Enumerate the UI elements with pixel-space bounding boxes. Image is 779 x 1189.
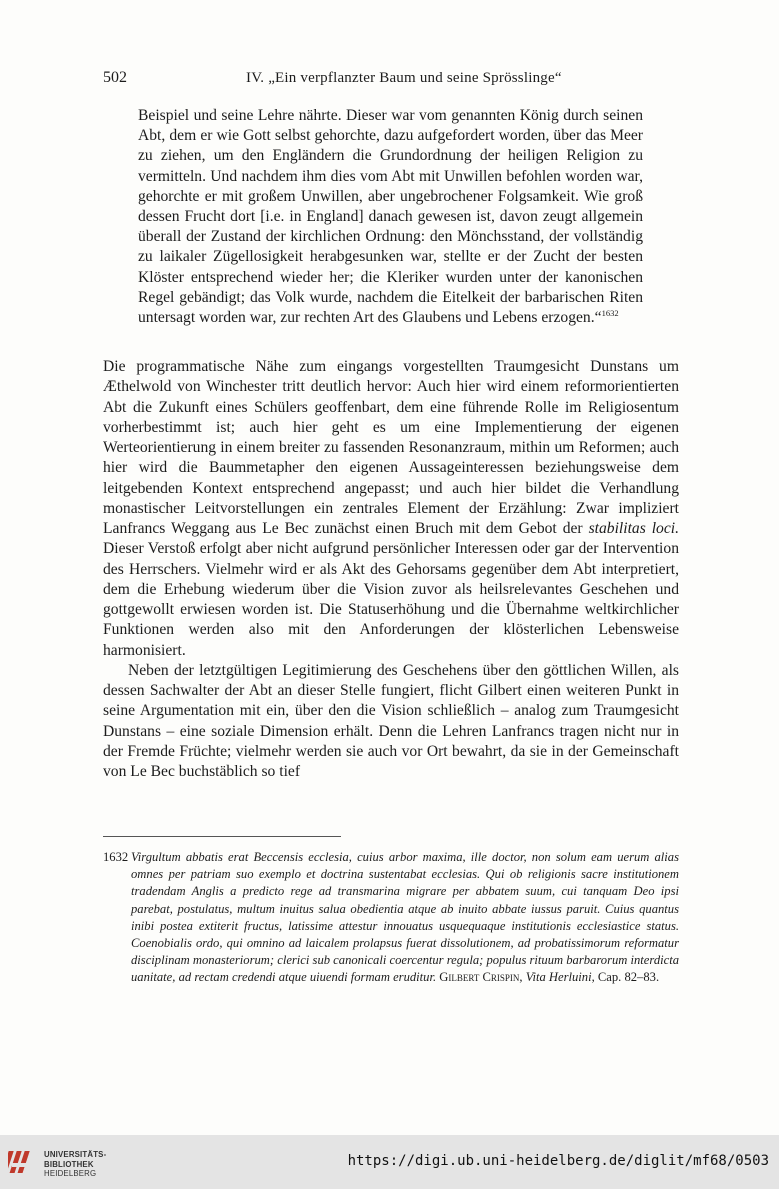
block-quote bbox=[138, 106, 643, 328]
library-name-line: UNIVERSITÄTS- bbox=[44, 1150, 107, 1159]
footnote-work: Vita Herluini bbox=[525, 970, 592, 985]
library-name[interactable] bbox=[44, 1150, 106, 1179]
paragraph-text: Die programmatische Nähe zum eingangs vorgestellten Traumgesicht Dunstans um Æthelwold von Winchester tritt deutlich hervor: Auch hier wird einem reformorientierten Abt die Zukunft eines Schülers geoffenbart, dem eine führende Rolle im Religiosentum vorherbestimmt ist; auch hier geht es um eine Implementierung der eigenen Werteorientierung in einem breiter zu fassenden Resonanzraum, mithin um Reformen; auch hier wird die Baummetapher den eigenen Aussageinteressen beziehungsweise dem leitgebenden Kontext entsprechend angepasst; und auch hier bildet die Verhandlung monastischer Leitvorstellungen ein zentrales Element der Erzählung: Zwar impliziert Lanfrancs Weggang aus Le Bec zunächst einen Bruch mit dem Gebot der bbox=[103, 358, 679, 537]
running-head: IV. „Ein verpflanzter Baum und seine Sprösslinge“ bbox=[246, 70, 562, 86]
footnote-rule bbox=[103, 836, 341, 837]
main-text bbox=[103, 357, 679, 782]
paragraph-text: Dieser Verstoß erfolgt aber nicht aufgrund persönlicher Interessen oder gar der Intervention des Herrschers. Vielmehr wird er als Akt des Gehorsams gegenüber dem Abt interpretiert, dem die Erhebung wiederum über die Vision zuvor als heilsrelevantes Geschehen und gottgewollt erwiesen worden ist. Die Statuserhöhung und die Übernahme weltkirchlicher Funktionen werden also mit den Anforderungen der klösterlichen Lebensweise harmonisiert. bbox=[103, 540, 679, 659]
page-number: 502 bbox=[103, 69, 127, 86]
footnote-reference[interactable]: 1632 bbox=[601, 308, 619, 319]
footnote-reference-text: Cap. 82–83. bbox=[597, 970, 660, 985]
footnote-text: Virgultum abbatis erat Beccensis ecclesia, cuius arbor maxima, ille doctor, non solum eam uerum alias omnes per patriam suo exemplo et doctrina sustentabat ecclesias. Qui ob religionis sacre institutionem tradendam Anglis a predicto rege ad transmarina migrare per abbatem suum, cui tanquam Deo ipsi parebat, postulatus, multum inuitus salua obedientia atque ab inuito abbate iussus paruit. Cuius quantus inibi postea extiterit fructus, latissime attestur innouatus usquequaque institutionis ecclesiastice status. Coenobialis ordo, qui omnino ad laicalem prolapsus fuerat dissolutionem, ad probatissimorum reformatur disciplinam monasteriorum; clerici sub canonicali coercentur regula; populus rituum barbarorum interdicta uanitate, ad rectam credendi atque uiuendi formam eruditur. Gilbert Crispin, Vita Herluini, Cap. 82–83. bbox=[131, 850, 680, 985]
footnote bbox=[103, 849, 679, 987]
footer-bar bbox=[0, 1135, 779, 1189]
italic-term: stabilitas loci. bbox=[588, 520, 680, 537]
latin-quotation: Virgultum abbatis erat Beccensis ecclesia, cuius arbor maxima, ille doctor, non solum eam uerum alias omnes per patriam suo exemplo et doctrina sustentabat ecclesias. Qui ob religionis sacre institutionem tradendam Anglis a predicto rege ad transmarina migrare per abbatem suum, cui tanquam Deo ipsi parebat, postulatus, multum inuitus salua obedientia atque ab inuito abbate iussus paruit. Cuius quantus inibi postea extiterit fructus, latissime attestur innouatus usquequaque institutionis ecclesiastice status. Coenobialis ordo, qui omnino ad laicalem prolapsus fuerat dissolutionem, ad probatissimorum reformatur disciplinam monasteriorum; clerici sub canonicali coercentur regula; populus rituum barbarorum interdicta uanitate, ad rectam credendi atque uiuendi formam eruditur. bbox=[131, 850, 680, 985]
paragraph: Neben der letztgültigen Legitimierung des Geschehens über den göttlichen Willen, als dessen Sachwalter der Abt an dieser Stelle fungiert, flicht Gilbert einen weiteren Punkt in seine Argumentation mit ein, über den die Vision schließlich – analog zum Traumgesicht Dunstans – eine soziale Dimension erhält. Denn die Lehren Lanfrancs tragen nicht nur in der Fremde Früchte; vielmehr werden sie auch vor Ort bewahrt, da sie in der Gemeinschaft von Le Bec buchstäblich so tief bbox=[103, 661, 679, 780]
footnote-author: Gilbert Crispin bbox=[439, 970, 520, 985]
footnote-number: 1632 bbox=[103, 850, 129, 864]
library-name-line: BIBLIOTHEK bbox=[44, 1159, 94, 1169]
permalink-url[interactable]: https://digi.ub.uni-heidelberg.de/diglit/mf68/0503 bbox=[347, 1153, 769, 1169]
library-logo-icon[interactable] bbox=[8, 1147, 36, 1177]
library-name-line: HEIDELBERG bbox=[44, 1169, 97, 1178]
quote-text: Beispiel und seine Lehre nährte. Dieser war vom genannten König durch seinen Abt, dem er wie Gott selbst gehorchte, dazu aufgefordert worden, über das Meer zu ziehen, um den Engländern die Grundordnung der heiligen Religion zu vermitteln. Und nachdem ihm dies vom Abt mit Unwillen befohlen worden war, gehorchte er mit großem Unwillen, aber ungebrochener Folgsamkeit. Wie groß dessen Frucht dort [i.e. in England] danach gewesen ist, davon zeugt allgemein überall der Zustand der kirchlichen Ordnung: den Mönchsstand, der vollständig zu laikaler Zügellosigkeit herabgesunken war, stellte er der Zucht der besten Klöster entsprechend wieder her; die Kleriker wurden unter der kanonischen Regel gebändigt; das Volk wurde, nachdem die Eitelkeit der barbarischen Riten untersagt worden war, zur rechten Art des Glaubens und Lebens erzogen.“ bbox=[138, 107, 643, 327]
paragraph bbox=[103, 357, 679, 661]
